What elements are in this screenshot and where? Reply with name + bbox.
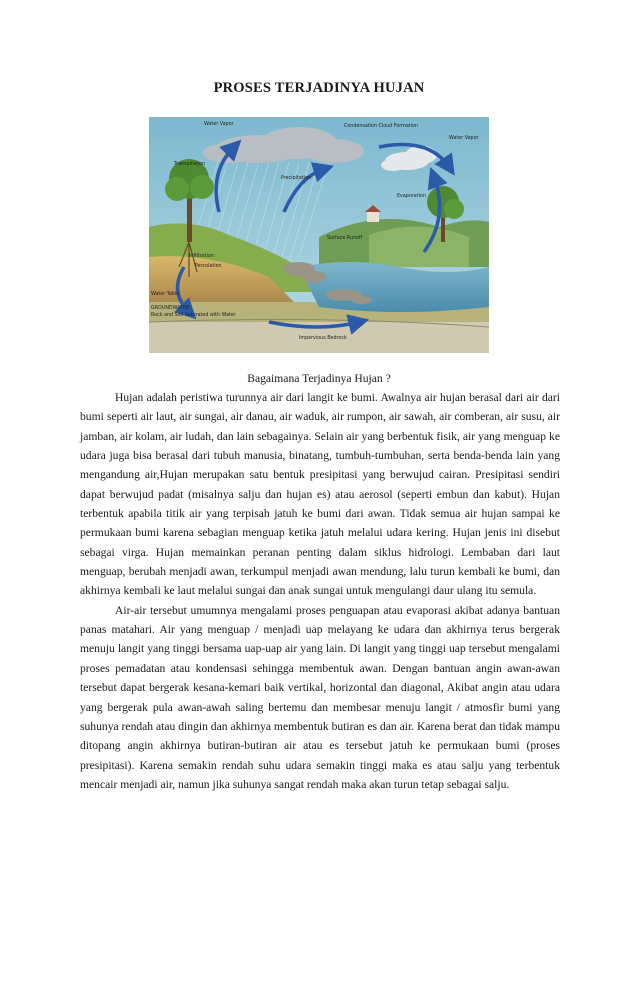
label-precipitation: Precipitation <box>281 176 311 181</box>
label-water-vapor-left: Water Vapor <box>204 122 234 127</box>
label-transpiration: Transpiration <box>174 162 206 167</box>
label-percolation: Percolation <box>195 264 222 269</box>
paragraph-2: Air-air tersebut umumnya mengalami proses penguapan atau evaporasi akibat adanya bantuan panas matahari. Air yang menguap / menjadi uap melayang ke udara dan akhirnya terus bergerak menuju langit yang tinggi bersama uap-uap air yang lain. Di langit yang tinggi uap tersebut mengalami proses pemadatan atau kondensasi sehingga membentuk awan. Dengan bantuan angin awan-awan tersebut dapat bergerak kesana-kemari baik vertikal, horizontal dan diagonal, Akibat angin atau udara yang bergerak pula awan-awah saling bertemu dan membesar menuju langit / atmosfir bumi yang suhunya rendah atau dingin dan akhirnya membentuk butiran es dan air. Karena berat dan tidak mampu ditopang angin akhirnya butiran-butiran air atau es tersebut jatuh ke permukaan bumi (proses presipitasi). Karena semakin rendah suhu udara semakin tinggi maka es atau salju yang terbentuk mencair menjadi air, namun jika suhunya sangat rendah maka akan turun tetap sebagai salju. <box>80 603 560 791</box>
label-water-table: Water Table <box>151 292 180 297</box>
label-evaporation: Evaporation <box>397 194 426 199</box>
label-water-vapor-right: Water Vapor <box>449 136 479 141</box>
label-groundwater: GROUNDWATER <box>151 306 190 311</box>
label-condensation: Condensation Cloud Formation <box>344 124 418 129</box>
label-surface-runoff: Surface Runoff <box>327 236 363 241</box>
water-cycle-diagram <box>149 117 489 353</box>
body-text <box>80 388 560 794</box>
section-heading: Bagaimana Terjadinya Hujan ? <box>247 372 391 385</box>
label-impervious-bedrock: Impervious Bedrock <box>299 336 347 341</box>
paragraph-1: Hujan adalah peristiwa turunnya air dari langit ke bumi. Awalnya air hujan berasal dari air dari bumi seperti air laut, air sungai, air danau, air waduk, air rumpon, air sawah, air comberan, air susu, air jamban, air kolam, air ludah, dan lain sebagainya. Selain air yang berbentuk fisik, air yang menguap ke udara juga bisa berasal dari tubuh manusia, binatang, tumbuh-tumbuhan, serta benda-benda lain yang mengandung air,Hujan merupakan satu bentuk presipitasi yang berwujud cairan. Presipitasi sendiri dapat berwujud padat (misalnya salju dan hujan es) atau aerosol (seperti embun dan kabut). Hujan terbentuk apabila titik air yang terpisah jatuh ke bumi dari awan. Tidak semua air hujan sampai ke permukaan bumi karena sebagian menguap ketika jatuh melalui udara kering. Hujan jenis ini disebut sebagai virga. Hujan memainkan peranan penting dalam siklus hidrologi. Lembaban dari laut menguap, berubah menjadi awan, terkumpul menjadi awan mendung, lalu turun kembali ke bumi, dan akhirnya kembali ke laut melalui sungai dan anak sungai untuk mengulangi daur ulang itu semula. <box>80 391 560 598</box>
page-title: PROSES TERJADINYA HUJAN <box>213 80 425 96</box>
label-infiltration: Infiltration <box>189 254 214 259</box>
label-rock-soil: Rock and Soil Saturated with Water <box>151 313 236 318</box>
